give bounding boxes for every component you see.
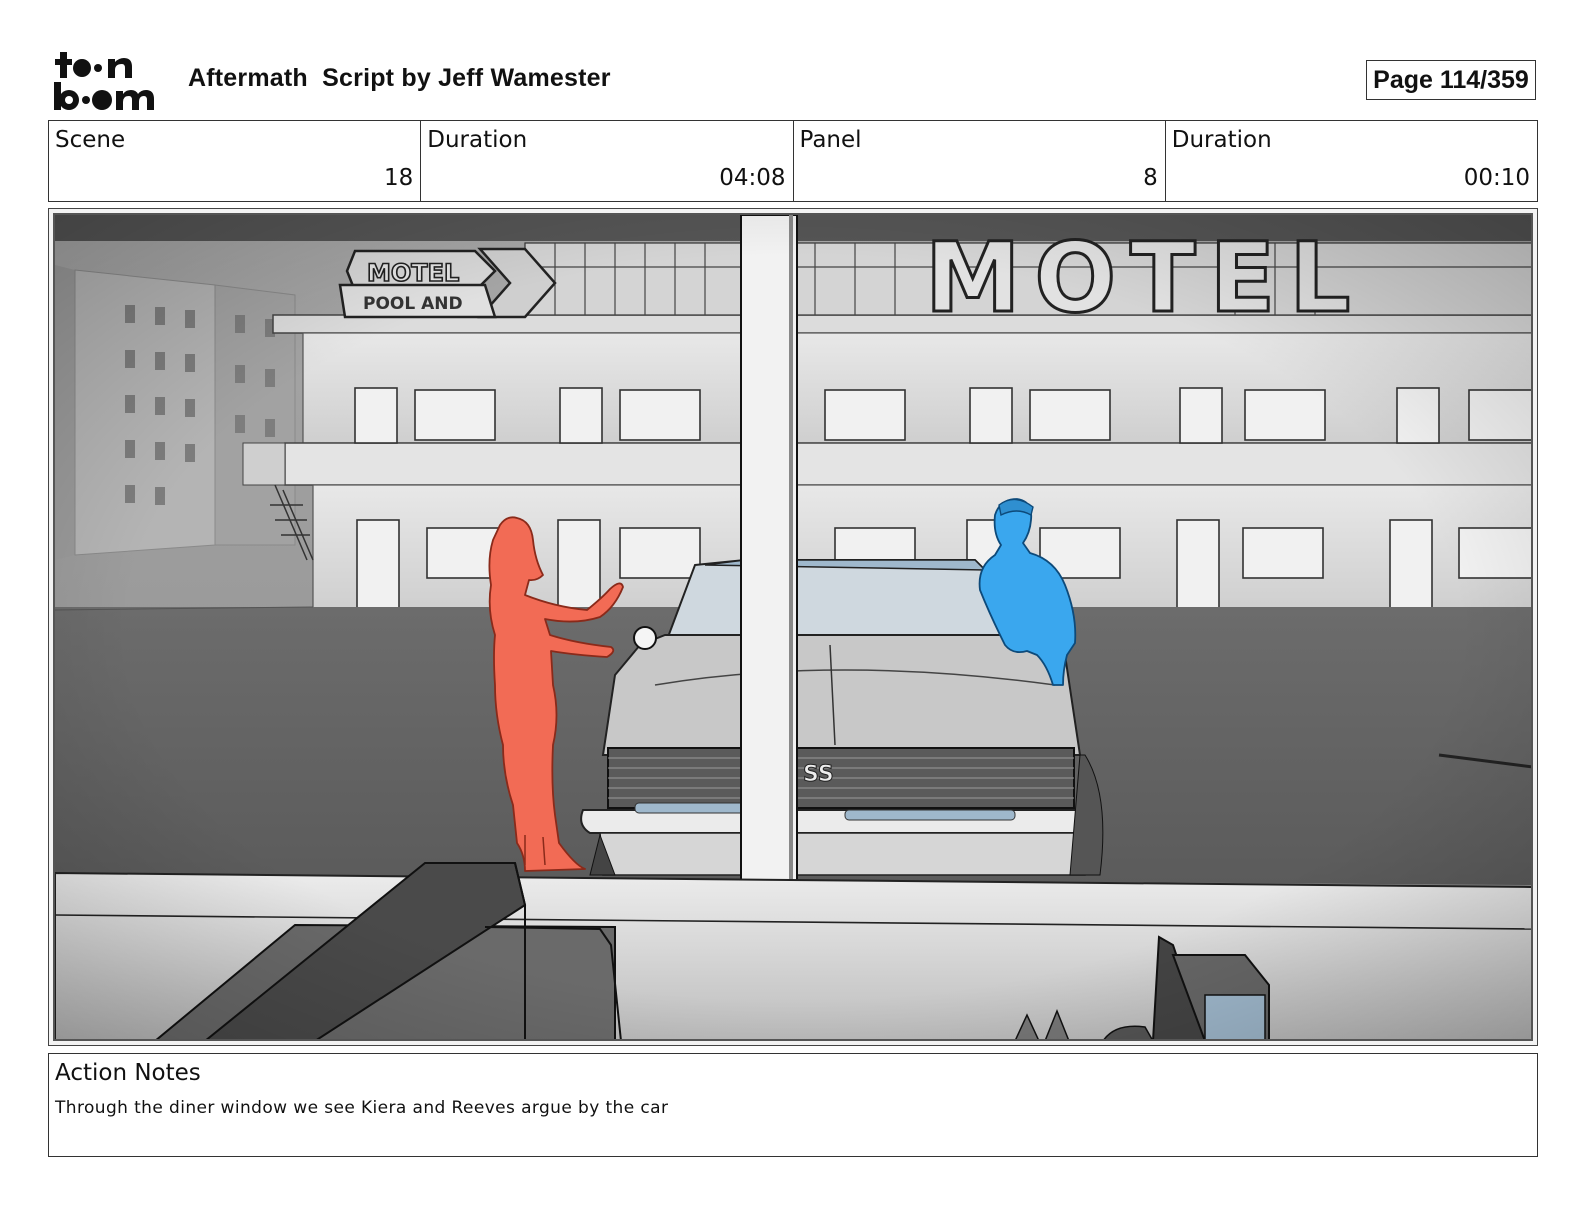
panel-frame <box>48 208 1538 1046</box>
panel-image <box>53 213 1533 1041</box>
scene-info-row <box>48 120 1538 202</box>
scene-duration-cell <box>421 121 793 201</box>
scene-duration-value: 04:08 <box>719 165 786 191</box>
panel-value: 8 <box>1143 165 1158 191</box>
panel-duration-value: 00:10 <box>1463 165 1530 191</box>
scene-value: 18 <box>383 165 414 191</box>
scene-label: Scene <box>55 127 126 153</box>
panel-label: Panel <box>799 127 862 153</box>
panel-cell <box>794 121 1166 201</box>
scene-duration-label: Duration <box>427 127 528 153</box>
panel-duration-label: Duration <box>1171 127 1272 153</box>
scene-cell <box>49 121 421 201</box>
toonboom-logo <box>52 50 164 112</box>
panel-duration-cell <box>1166 121 1537 201</box>
page-indicator: Page 114/359 <box>1366 60 1536 100</box>
storyboard-title: Aftermath Script by Jeff Wamester <box>188 64 611 92</box>
action-notes <box>48 1053 1538 1157</box>
action-notes-label: Action Notes <box>55 1060 201 1086</box>
action-notes-text: Through the diner window we see Kiera and Reeves argue by the car <box>55 1098 669 1118</box>
